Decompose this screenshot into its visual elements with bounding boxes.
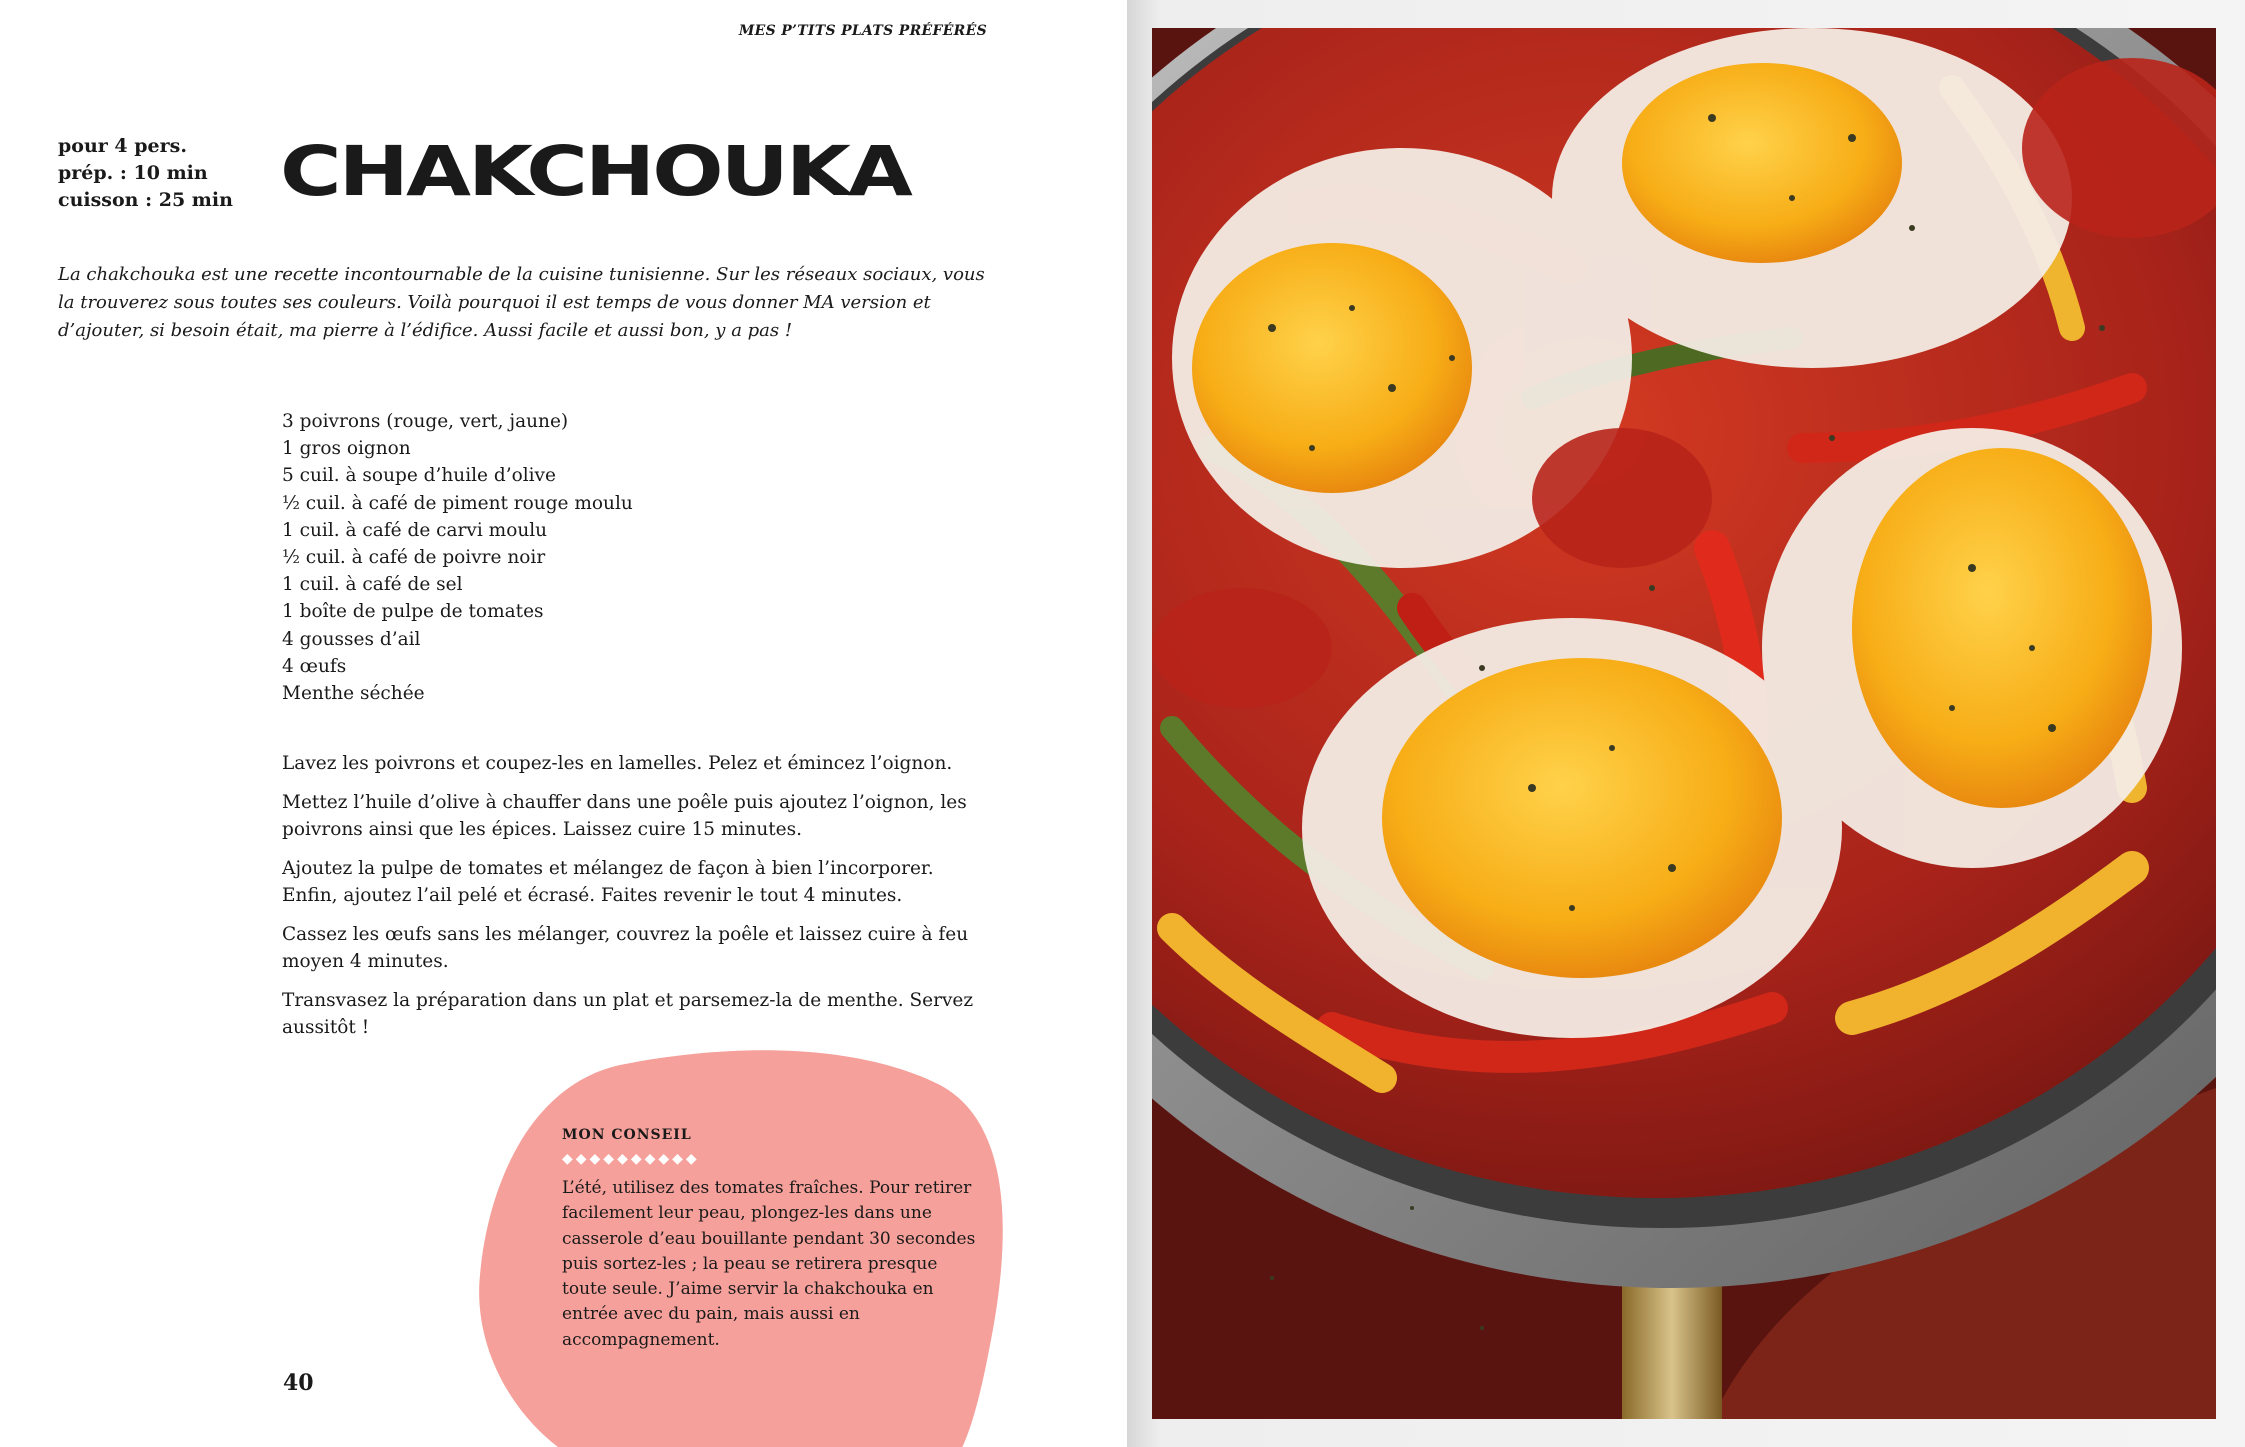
instruction-step: Cassez les œufs sans les mélanger, couvrez la poêle et laissez cuire à feu moyen 4 minutes. (282, 923, 969, 972)
page-number: 40 (283, 1370, 314, 1396)
ingredient-item: 1 cuil. à café de sel (282, 574, 463, 596)
ingredient-item: 4 gousses d’ail (282, 628, 421, 650)
ingredient-item: Menthe séchée (282, 683, 425, 705)
tip-text: L’été, utilisez des tomates fraîches. Pour retirer facilement leur peau, plongez-les dans une casserole d’eau bouillante pendant 30 secondes puis sortez-les ; la peau se retirera presque toute seule. J’aime servir la chakchouka en entrée avec du pain, mais aussi en accompagnement. (562, 1178, 976, 1350)
running-head: MES P’TITS PLATS PRÉFÉRÉS (738, 23, 987, 39)
ingredient-item: 3 poivrons (rouge, vert, jaune) (282, 411, 569, 432)
egg-yolk (1192, 243, 1472, 493)
recipe-intro: La chakchouka est une recette incontournable de la cuisine tunisienne. Sur les réseaux sociaux, vous la trouverez sous toutes ses couleurs. Voilà pourquoi il est temps de vous donner MA version et d’ajouter, si besoin était, ma pierre à l’édifice. Aussi facile et aussi bon, y a pas ! (58, 264, 985, 341)
cook-time: cuisson : 25 min (58, 189, 233, 211)
ingredient-item: ½ cuil. à café de piment rouge moulu (282, 492, 633, 514)
ingredient-item: 5 cuil. à soupe d’huile d’olive (282, 465, 556, 487)
instruction-steps (282, 750, 982, 1053)
tip-divider: ◆◆◆◆◆◆◆◆◆◆ (562, 1151, 700, 1167)
tip-label: MON CONSEIL (562, 1127, 692, 1143)
instruction-step: Transvasez la préparation dans un plat et parsemez-la de menthe. Servez aussitôt ! (282, 989, 974, 1038)
ingredient-list (282, 408, 633, 707)
egg-yolk (1622, 63, 1902, 263)
ingredient-item: ½ cuil. à café de poivre noir (282, 547, 546, 569)
recipe-meta (58, 133, 233, 214)
instruction-step: Lavez les poivrons et coupez-les en lamelles. Pelez et émincez l’oignon. (282, 753, 953, 774)
ingredient-item: 1 boîte de pulpe de tomates (282, 601, 544, 623)
prep-time: prép. : 10 min (58, 162, 208, 184)
ingredient-item: 1 cuil. à café de carvi moulu (282, 519, 548, 541)
ingredient-item: 1 gros oignon (282, 438, 411, 460)
recipe-photo (1152, 28, 2216, 1419)
ingredient-item: 4 œufs (282, 655, 347, 677)
egg-yolk (1852, 448, 2152, 808)
egg-yolk (1382, 658, 1782, 978)
instruction-step: Ajoutez la pulpe de tomates et mélangez de façon à bien l’incorporer. Enfin, ajoutez l’ail pelé et écrasé. Faites revenir le tout 4 minutes. (282, 857, 934, 906)
instruction-step: Mettez l’huile d’olive à chauffer dans une poêle puis ajoutez l’oignon, les poivrons ainsi que les épices. Laissez cuire 15 minutes. (282, 791, 967, 840)
servings: pour 4 pers. (58, 135, 187, 157)
recipe-title: CHAKCHOUKA (280, 131, 910, 212)
